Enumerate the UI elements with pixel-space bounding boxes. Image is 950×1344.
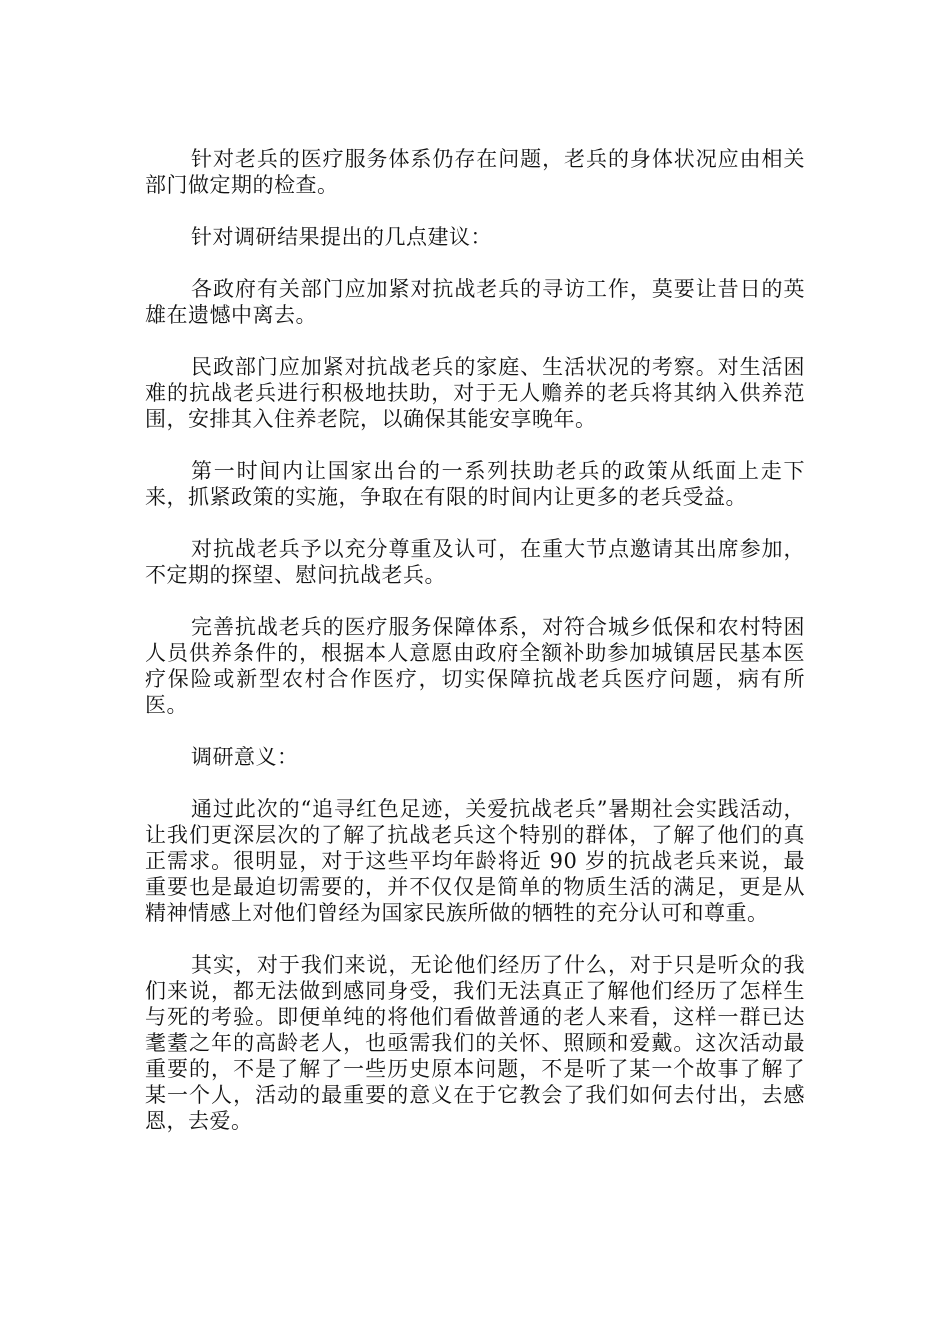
paragraph-reflection: 其实，对于我们来说，无论他们经历了什么，对于只是听众的我们来说，都无法做到感同身受，我们无法真正了解他们经历了怎样生与死的考验。即便单纯的将他们看做普通的老人来看，这样一群已达耄耋之年的高龄老人，也亟需我们的关怀、照顾和爱戴。这次活动最重要的，不是了解了一些历史原本问题，不是听了某一个故事了解了某一个人，活动的最重要的意义在于它教会了我们如何去付出，去感恩，去爱。 [145, 953, 805, 1133]
paragraph-medical-issue: 针对老兵的医疗服务体系仍存在问题，老兵的身体状况应由相关部门做定期的检查。 [145, 147, 805, 197]
paragraph-suggestions-heading: 针对调研结果提出的几点建议： [191, 225, 492, 249]
paragraph-search-veterans: 各政府有关部门应加紧对抗战老兵的寻访工作，莫要让昔日的英雄在遗憾中离去。 [145, 277, 805, 327]
paragraph-significance-heading: 调研意义： [191, 745, 299, 769]
paragraph-activity-summary: 通过此次的“追寻红色足迹，关爱抗战老兵”暑期社会实践活动，让我们更深层次的了解了抗战老兵这个特别的群体，了解了他们的真正需求。很明显，对于这些平均年龄将近 90 岁的抗战老兵来说，最重要也是最迫切需要的，并不仅仅是简单的物质生活的满足，更是从精神情感上对他们曾经为国家民族所做的牺牲的充分认可和尊重。 [145, 797, 805, 925]
paragraph-civil-affairs: 民政部门应加紧对抗战老兵的家庭、生活状况的考察。对生活困难的抗战老兵进行积极地扶助，对于无人赡养的老兵将其纳入供养范围，安排其入住养老院，以确保其能安享晚年。 [145, 355, 805, 431]
paragraph-medical-security: 完善抗战老兵的医疗服务保障体系，对符合城乡低保和农村特困人员供养条件的，根据本人意愿由政府全额补助参加城镇居民基本医疗保险或新型农村合作医疗，切实保障抗战老兵医疗问题，病有所医。 [145, 615, 805, 717]
paragraph-respect-recognition: 对抗战老兵予以充分尊重及认可，在重大节点邀请其出席参加，不定期的探望、慰问抗战老兵。 [145, 537, 805, 587]
document-body [145, 146, 805, 1160]
paragraph-policy-implementation: 第一时间内让国家出台的一系列扶助老兵的政策从纸面上走下来，抓紧政策的实施，争取在有限的时间内让更多的老兵受益。 [145, 459, 805, 509]
